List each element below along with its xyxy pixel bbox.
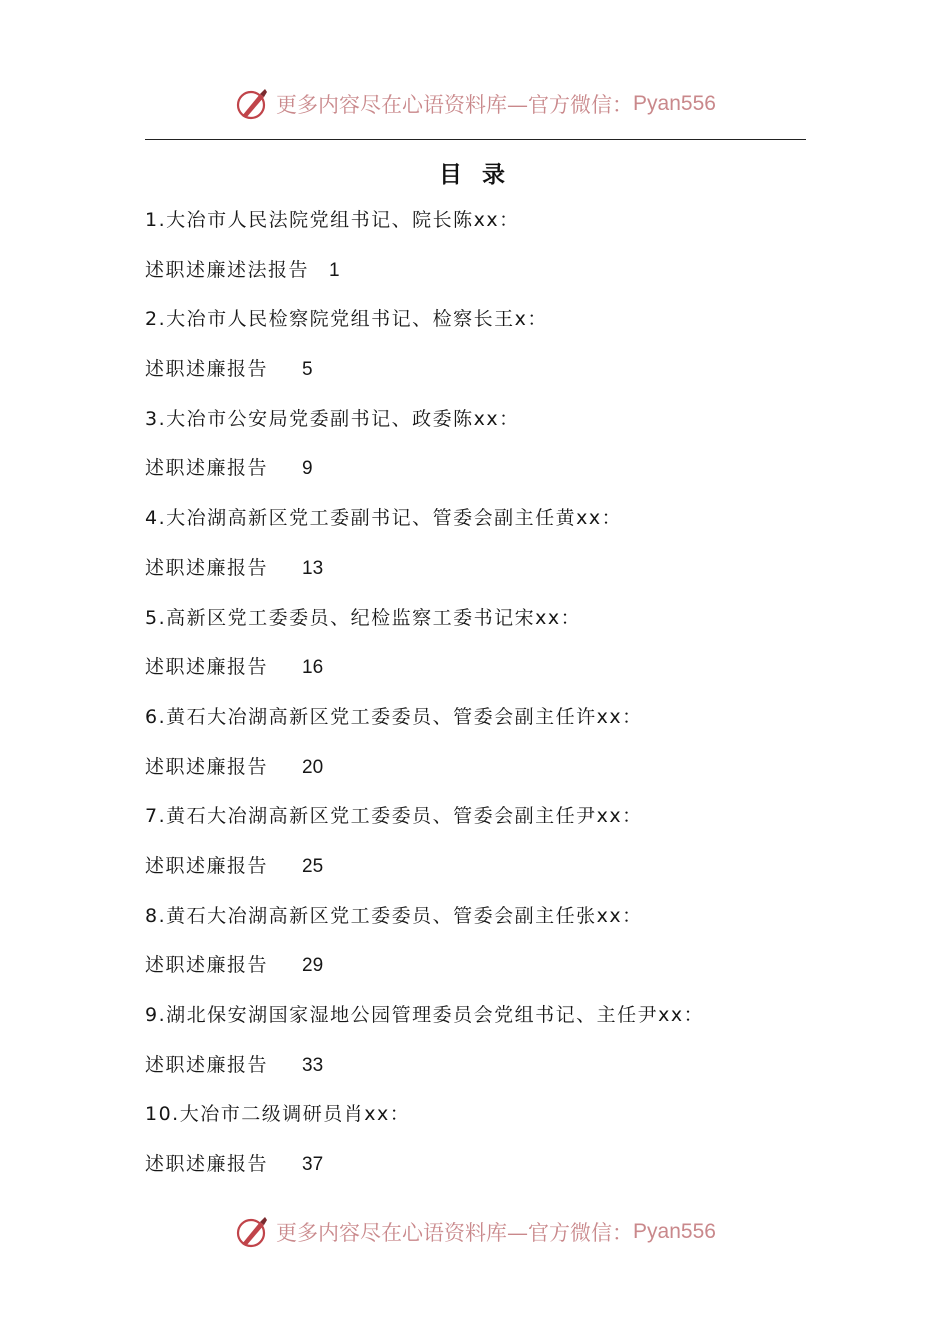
toc-entry-subtitle-line[interactable] <box>145 648 704 698</box>
toc-entry-heading[interactable]: 5.高新区党工委委员、纪检监察工委书记宋xx： <box>145 606 582 629</box>
watermark-text: 更多内容尽在心语资料库—官方微信： <box>276 1221 634 1245</box>
toc-entry-subtitle: 述职述廉报告 <box>145 457 269 480</box>
toc-entry-subtitle: 述职述廉述法报告 <box>145 258 310 281</box>
toc-entry-subtitle-line[interactable] <box>145 251 704 301</box>
toc-page-number: 1 <box>329 259 340 281</box>
header-rule <box>145 139 806 140</box>
toc-entry-subtitle: 述职述廉报告 <box>145 755 269 778</box>
toc-page-number: 5 <box>302 359 313 381</box>
toc-entry-heading[interactable]: 10.大冶市二级调研员肖xx： <box>145 1103 411 1126</box>
toc-entry-heading[interactable]: 9.湖北保安湖国家湿地公园管理委员会党组书记、主任尹xx： <box>145 1004 705 1026</box>
toc-entry-subtitle-line[interactable] <box>145 549 704 599</box>
watermark-text: 更多内容尽在心语资料库—官方微信： <box>276 93 634 117</box>
toc-entry-subtitle-line[interactable] <box>145 748 704 798</box>
page-title: 目 录 <box>438 162 511 188</box>
toc-entry-heading[interactable]: 1.大冶市人民法院党组书记、院长陈xx： <box>145 209 520 231</box>
toc-entry-heading[interactable]: 4.大冶湖高新区党工委副书记、管委会副主任黄xx： <box>145 507 623 530</box>
pen-logo-icon <box>234 1214 270 1250</box>
toc-page-number: 33 <box>302 1054 324 1076</box>
toc-entry-subtitle-line[interactable] <box>145 449 704 499</box>
toc-entry-subtitle: 述职述廉报告 <box>145 556 269 579</box>
toc-entry-subtitle: 述职述廉报告 <box>145 854 269 877</box>
watermark-wechat-id: Pyan556 <box>633 92 716 115</box>
toc-entry-heading[interactable]: 7.黄石大冶湖高新区党工委委员、管委会副主任尹xx： <box>145 805 643 828</box>
table-of-contents <box>145 201 704 1195</box>
toc-entry-subtitle: 述职述廉报告 <box>145 1153 269 1176</box>
toc-entry-heading[interactable]: 6.黄石大冶湖高新区党工委委员、管委会副主任许xx： <box>145 705 643 728</box>
toc-page-number: 29 <box>302 955 324 977</box>
toc-entry-subtitle: 述职述廉报告 <box>145 954 269 977</box>
toc-entry-heading[interactable]: 3.大冶市公安局党委副书记、政委陈xx： <box>145 407 520 430</box>
toc-page-number: 13 <box>302 557 324 579</box>
toc-entry-subtitle: 述职述廉报告 <box>145 656 269 679</box>
toc-page-number: 25 <box>302 855 324 877</box>
toc-page-number: 20 <box>302 756 324 778</box>
toc-entry-heading[interactable]: 8.黄石大冶湖高新区党工委委员、管委会副主任张xx： <box>145 904 643 927</box>
toc-entry-subtitle-line[interactable] <box>145 1145 704 1195</box>
toc-page-number: 16 <box>302 657 324 679</box>
toc-entry-subtitle-line[interactable] <box>145 847 704 897</box>
toc-entry-heading[interactable]: 2.大冶市人民检察院党组书记、检察长王x： <box>145 308 548 331</box>
toc-page-number: 9 <box>302 458 313 480</box>
watermark-banner-top <box>0 84 950 124</box>
toc-entry-subtitle-line[interactable] <box>145 1046 704 1096</box>
toc-entry-subtitle: 述职述廉报告 <box>145 1053 269 1076</box>
toc-entry-subtitle-line[interactable] <box>145 350 704 400</box>
toc-page-number: 37 <box>302 1154 324 1176</box>
pen-logo-icon <box>234 86 270 122</box>
watermark-banner-bottom <box>0 1212 950 1252</box>
toc-entry-subtitle-line[interactable] <box>145 946 704 996</box>
watermark-wechat-id: Pyan556 <box>633 1220 716 1243</box>
toc-entry-subtitle: 述职述廉报告 <box>145 358 269 381</box>
